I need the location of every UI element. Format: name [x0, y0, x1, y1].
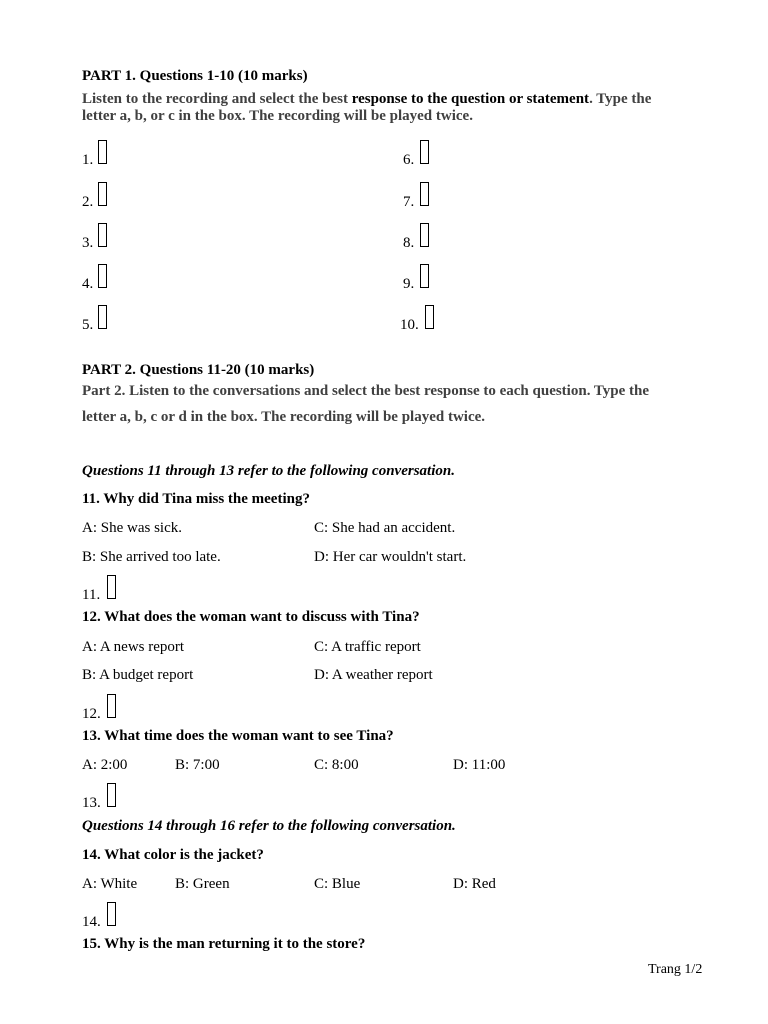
question-15: 15. Why is the man returning it to the store?	[82, 936, 366, 952]
answer-box-14[interactable]	[107, 902, 116, 926]
q11-option-b: B: She arrived too late.	[82, 549, 221, 565]
answer-box-3[interactable]	[98, 223, 107, 247]
answer-label-12: 12.	[82, 706, 101, 722]
answer-label-11: 11.	[82, 587, 101, 603]
answer-box-12[interactable]	[107, 694, 116, 718]
q14-option-d: D: Red	[453, 876, 496, 892]
q14-option-b: B: Green	[175, 876, 230, 892]
q13-option-d: D: 11:00	[453, 757, 506, 773]
answer-label-2: 2.	[82, 194, 94, 210]
answer-label-8: 8.	[403, 235, 415, 251]
answer-box-11[interactable]	[107, 575, 116, 599]
q11-option-c: C: She had an accident.	[314, 520, 456, 536]
q12-option-c: C: A traffic report	[314, 639, 421, 655]
part2-heading: PART 2. Questions 11-20 (10 marks)	[82, 362, 315, 378]
answer-label-4: 4.	[82, 276, 94, 292]
q12-option-b: B: A budget report	[82, 667, 194, 683]
answer-label-13: 13.	[82, 795, 101, 811]
part1-instruction-c: . Type the	[589, 91, 652, 107]
q14-option-a: A: White	[82, 876, 138, 892]
answer-label-1: 1.	[82, 152, 94, 168]
q11-option-a: A: She was sick.	[82, 520, 182, 536]
question-11: 11. Why did Tina miss the meeting?	[82, 491, 310, 507]
q13-option-c: C: 8:00	[314, 757, 359, 773]
q13-option-a: A: 2:00	[82, 757, 128, 773]
answer-box-5[interactable]	[98, 305, 107, 329]
answer-label-10: 10.	[400, 317, 419, 333]
answer-box-1[interactable]	[98, 140, 107, 164]
answer-box-7[interactable]	[420, 182, 429, 206]
part1-instruction-a: Listen to the recording and select the best	[82, 91, 352, 107]
q13-option-b: B: 7:00	[175, 757, 220, 773]
answer-box-4[interactable]	[98, 264, 107, 288]
conversation-intro-2: Questions 14 through 16 refer to the following conversation.	[82, 818, 456, 834]
answer-box-8[interactable]	[420, 223, 429, 247]
q12-option-a: A: A news report	[82, 639, 185, 655]
part1-instruction-line1	[82, 91, 651, 108]
part2-instruction-line1: Part 2. Listen to the conversations and select the best response to each question. Type the	[82, 383, 650, 399]
answer-label-5: 5.	[82, 317, 94, 333]
answer-box-9[interactable]	[420, 264, 429, 288]
answer-label-14: 14.	[82, 914, 101, 930]
part1-instruction-b: response to the question or statement	[351, 91, 590, 107]
answer-box-10[interactable]	[425, 305, 434, 329]
part1-heading: PART 1. Questions 1-10 (10 marks)	[82, 68, 308, 84]
answer-box-2[interactable]	[98, 182, 107, 206]
q14-option-c: C: Blue	[314, 876, 361, 892]
answer-label-7: 7.	[403, 194, 415, 210]
conversation-intro-1: Questions 11 through 13 refer to the following conversation.	[82, 463, 455, 479]
question-14: 14. What color is the jacket?	[82, 847, 264, 863]
part2-instruction-line2: letter a, b, c or d in the box. The recording will be played twice.	[82, 409, 486, 425]
answer-label-9: 9.	[403, 276, 415, 292]
page-number: Trang 1/2	[648, 962, 703, 977]
answer-box-13[interactable]	[107, 783, 116, 807]
q11-option-d: D: Her car wouldn't start.	[314, 549, 467, 565]
question-12: 12. What does the woman want to discuss with Tina?	[82, 609, 420, 625]
question-13: 13. What time does the woman want to see Tina?	[82, 728, 394, 744]
answer-box-6[interactable]	[420, 140, 429, 164]
answer-label-3: 3.	[82, 235, 94, 251]
part1-instruction-line2: letter a, b, or c in the box. The recording will be played twice.	[82, 108, 473, 124]
q12-option-d: D: A weather report	[314, 667, 433, 683]
answer-label-6: 6.	[403, 152, 415, 168]
